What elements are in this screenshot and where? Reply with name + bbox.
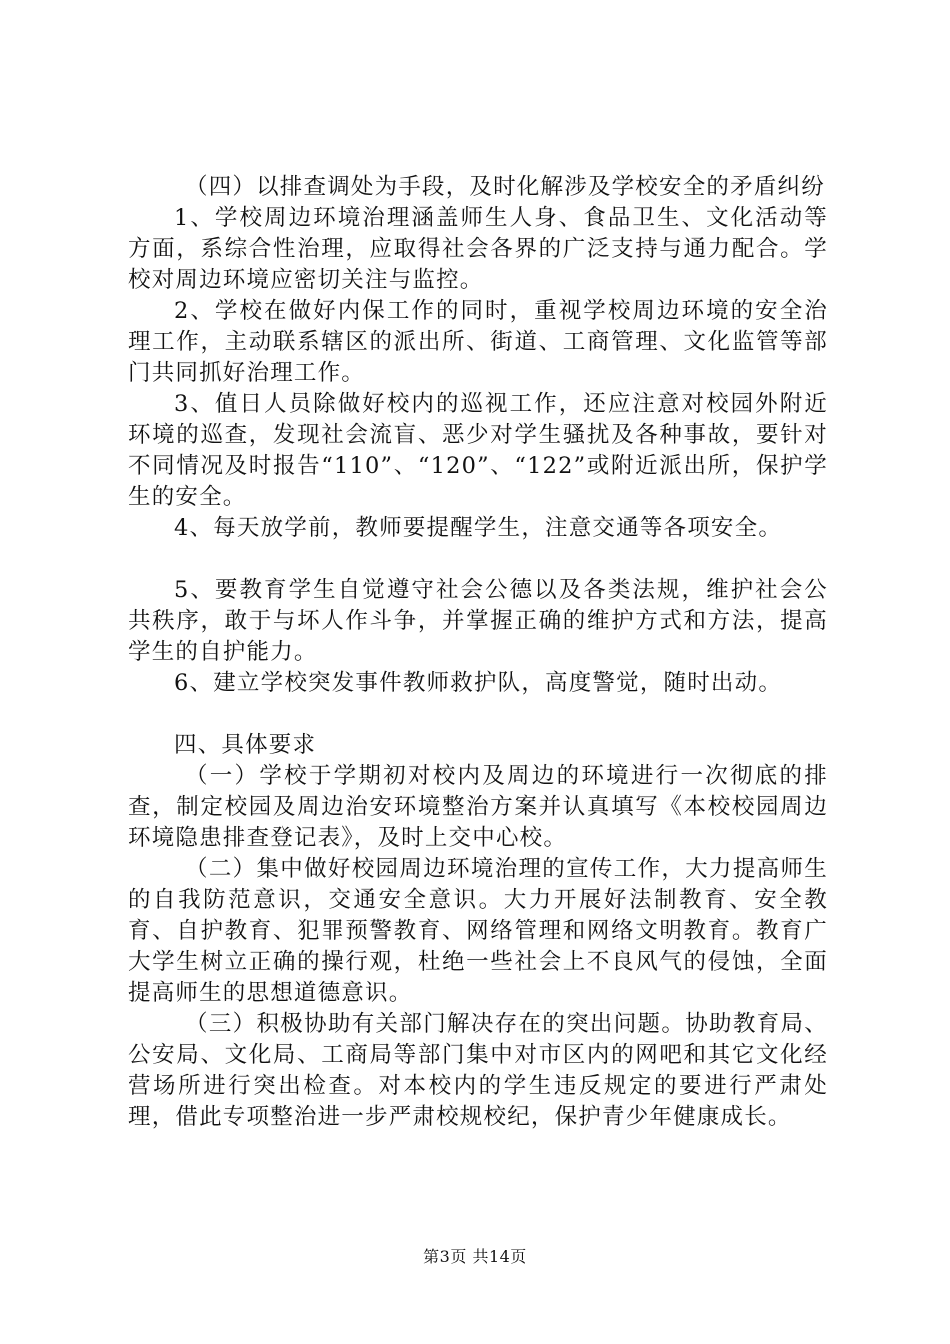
page-number-footer: 第3页 共14页 xyxy=(423,1247,527,1266)
paragraph-requirement-1: （一）学校于学期初对校内及周边的环境进行一次彻底的排查，制定校园及周边治安环境整治方案并认真填写《本校校园周边环境隐患排查登记表》，及时上交中心校。 xyxy=(128,763,828,851)
paragraph-item-3: 3、值日人员除做好校内的巡视工作，还应注意对校园外附近环境的巡查，发现社会流盲、恶少对学生骚扰及各种事故，要针对不同情况及时报告“110”、“120”、“122”或附近派出所，保护学生的安全。 xyxy=(128,391,828,510)
paragraph-item-5: 5、要教育学生自觉遵守社会公德以及各类法规，维护社会公共秩序，敢于与坏人作斗争，并掌握正确的维护方式和方法，提高学生的自护能力。 xyxy=(128,577,828,665)
paragraph-requirement-3: （三）积极协助有关部门解决存在的突出问题。协助教育局、公安局、文化局、工商局等部门集中对市区内的网吧和其它文化经营场所进行突出检查。对本校内的学生违反规定的要进行严肃处理，借此专项整治进一步严肃校规校纪，保护青少年健康成长。 xyxy=(128,1011,828,1130)
document-body xyxy=(128,172,828,1133)
paragraph-requirement-2: （二）集中做好校园周边环境治理的宣传工作，大力提高师生的自我防范意识，交通安全意识。大力开展好法制教育、安全教育、自护教育、犯罪预警教育、网络管理和网络文明教育。教育广大学生树立正确的操行观，杜绝一些社会上不良风气的侵蚀，全面提高师生的思想道德意识。 xyxy=(128,856,828,1006)
paragraph-item-4: 4、每天放学前，教师要提醒学生，注意交通等各项安全。 xyxy=(174,515,783,541)
paragraph-item-2: 2、学校在做好内保工作的同时，重视学校周边环境的安全治理工作，主动联系辖区的派出所、街道、工商管理、文化监管等部门共同抓好治理工作。 xyxy=(128,298,828,386)
paragraph-item-1: 1、学校周边环境治理涵盖师生人身、食品卫生、文化活动等方面，系综合性治理，应取得社会各界的广泛支持与通力配合。学校对周边环境应密切关注与监控。 xyxy=(128,205,828,293)
subheading-section-4: （四）以排查调处为手段，及时化解涉及学校安全的矛盾纠纷 xyxy=(185,174,825,200)
paragraph-item-6: 6、建立学校突发事件教师救护队，高度警觉，随时出动。 xyxy=(174,670,783,696)
section-heading-requirements: 四、具体要求 xyxy=(174,732,317,758)
